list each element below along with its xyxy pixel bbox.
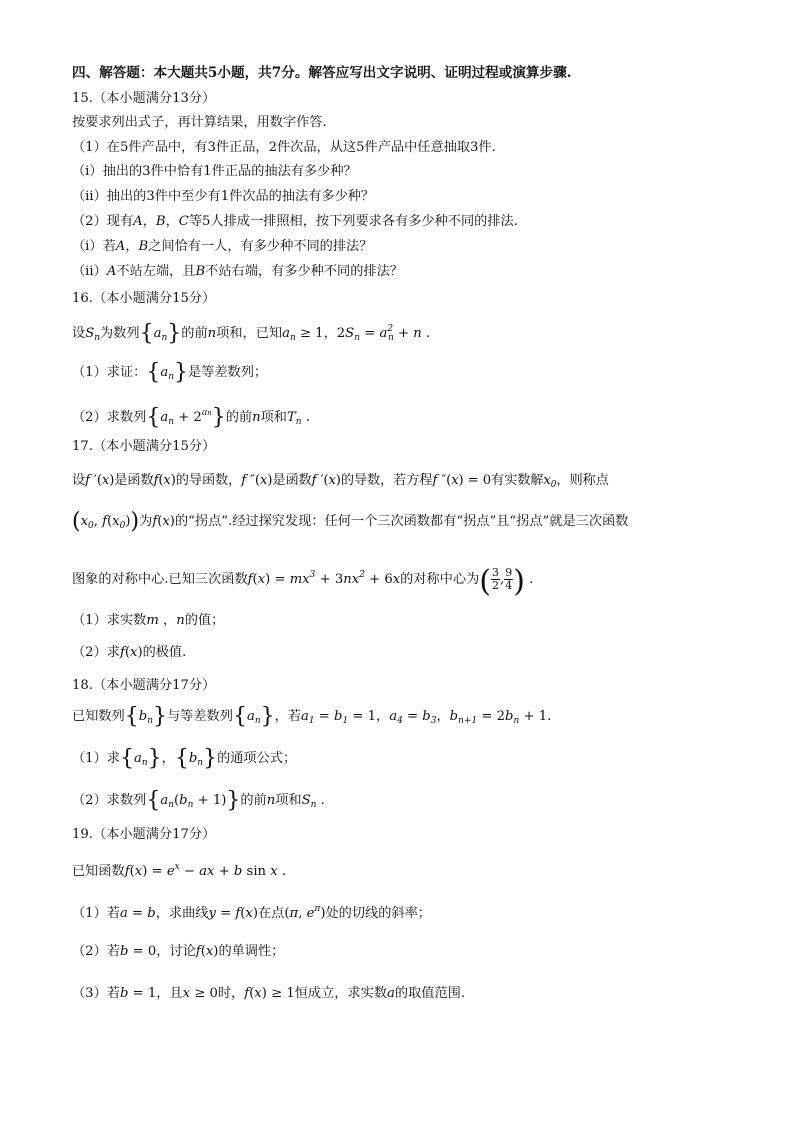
q17-title: 17.（本小题满分15分） bbox=[72, 439, 216, 454]
q18-part1: （1）求$\{a_n\}$，$\{b_n\}$的通项公式； bbox=[72, 746, 297, 771]
q15-part1-i: （ⅰ）抽出的3件中恰有1件正品的抽法有多少种？ bbox=[72, 164, 357, 179]
q17-part2: （2）求f(x)的极值. bbox=[72, 645, 187, 660]
q15-part1-ii: （ⅱ）抽出的3件中至少有1件次品的抽法有多少种？ bbox=[72, 189, 375, 204]
q19-part1: （1）若a = b，求曲线y = f(x)在点(π, $e^\pi$)处的切线的斜率； bbox=[72, 904, 431, 921]
q15-part1: （1）在5件产品中，有3件正品，2件次品，从这5件产品中任意抽取3件. bbox=[72, 140, 496, 155]
q17-line1: 设f ′(x)是函数f(x)的导函数，f ″(x)是函数f ′(x)的导数，若方程f ″(x) = 0有实数解$x_0$，则称点 bbox=[72, 473, 609, 490]
q18-title: 18.（本小题满分17分） bbox=[72, 678, 216, 693]
section-header: 四、解答题：本大题共5小题，共7分。解答应写出文字说明、证明过程或演算步骤. bbox=[72, 65, 572, 81]
q19-title: 19.（本小题满分17分） bbox=[72, 827, 216, 842]
q17-line2: ($x_0$, $f(x_0)$)为f(x)的“拐点”.经过探究发现：任何一个三次函数都有“拐点”且“拐点”就是三次函数 bbox=[72, 509, 629, 534]
q16-statement: 设$S_n$为数列$\{a_n\}$的前n项和，已知$a_n \ge 1$，$2S_n = a^2_n + n$ . bbox=[72, 321, 431, 346]
q16-part1: （1）求证：$\{a_n\}$是等差数列； bbox=[72, 360, 268, 385]
q15-part2: （2）现有A，B，C等5人排成一排照相，按下列要求各有多少种不同的排法. bbox=[72, 214, 518, 229]
q15-part2-ii: （ⅱ）A不站左端，且B不站右端，有多少种不同的排法？ bbox=[72, 264, 403, 279]
q18-part2: （2）求数列$\{a_n(b_n + 1)\}$的前n项和$S_n$ . bbox=[72, 788, 325, 813]
q17-part1: （1）求实数m ，n的值； bbox=[72, 613, 225, 628]
q16-part2: （2）求数列$\{a_n + 2^{an}\}$的前n项和$T_n$ . bbox=[72, 405, 310, 430]
q15-part2-i: （ⅰ）若A，B之间恰有一人，有多少种不同的排法？ bbox=[72, 239, 373, 254]
q15-intro: 按要求列出式子，再计算结果，用数字作答. bbox=[72, 115, 327, 130]
q18-statement: 已知数列$\{b_n\}$与等差数列$\{a_n\}$，若$a_1 = b_1 = 1$，$a_4 = b_3$，$b_{n+1} = 2b_n + 1$. bbox=[72, 704, 552, 729]
q19-statement: 已知函数$f(x) = e^x$ − ax + b sin x . bbox=[72, 862, 287, 879]
q19-part2: （2）若b = 0，讨论f(x)的单调性； bbox=[72, 944, 285, 959]
q19-part3: （3）若b = 1，且x ≥ 0时，f(x) ≥ 1恒成立，求实数a的取值范围. bbox=[72, 986, 466, 1001]
q17-line3: 图象的对称中心.已知三次函数$f(x) = mx^3 + 3nx^2 + 6x$的对称中心为( $\frac{3}{2}$ , $\frac{9}{4}$ ) . bbox=[72, 564, 534, 599]
q15-title: 15.（本小题满分13分） bbox=[72, 91, 216, 106]
q16-title: 16.（本小题满分15分） bbox=[72, 291, 216, 306]
